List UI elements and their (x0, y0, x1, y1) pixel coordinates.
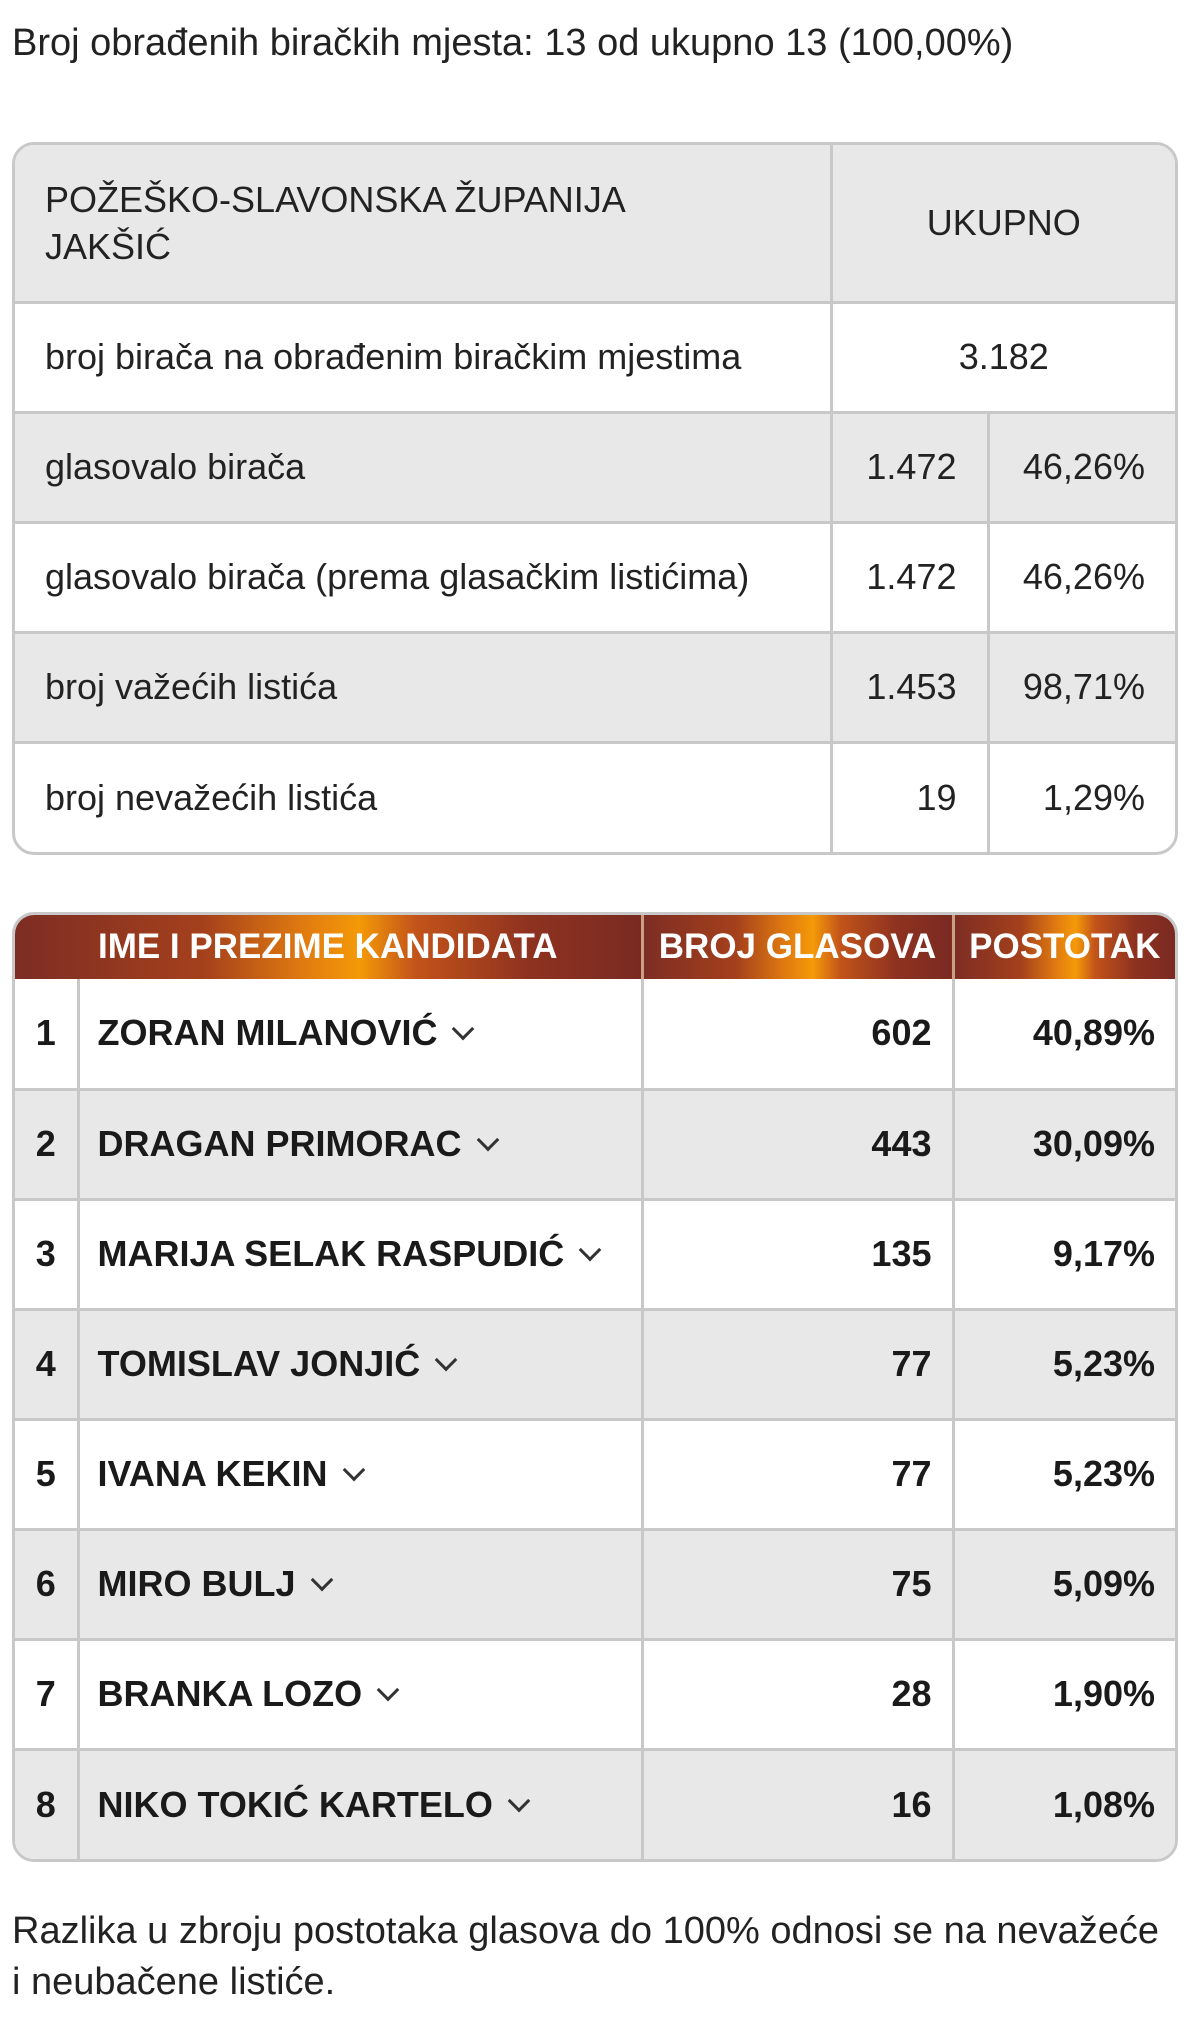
candidate-row[interactable] (15, 979, 1175, 1089)
summary-value: 1.472 (831, 522, 988, 632)
candidate-name-cell[interactable] (78, 1419, 642, 1529)
header-votes: BROJ GLASOVA (642, 915, 953, 979)
summary-value: 19 (831, 742, 988, 852)
candidate-name: ZORAN MILANOVIĆ (97, 1012, 438, 1054)
candidate-name: MIRO BULJ (97, 1563, 296, 1604)
region-name: POŽEŠKO-SLAVONSKA ŽUPANIJA (45, 178, 626, 220)
candidate-votes: 77 (642, 1309, 953, 1419)
footnote: Razlika u zbroju postotaka glasova do 100% odnosi se na nevažeće i neubačene listiće. (12, 1910, 1160, 2003)
candidate-percent: 40,89% (953, 979, 1175, 1089)
processed-polling-stations: Broj obrađenih biračkih mjesta: 13 od ukupno 13 (100,00%) (12, 22, 1014, 64)
chevron-down-icon[interactable] (476, 1129, 499, 1152)
candidate-rank: 6 (15, 1529, 78, 1639)
candidate-name-cell[interactable] (78, 1309, 642, 1419)
candidate-name: NIKO TOKIĆ KARTELO (97, 1783, 493, 1825)
candidate-percent: 1,90% (953, 1639, 1175, 1749)
summary-row-turnout (15, 412, 1175, 522)
candidate-row[interactable] (15, 1529, 1175, 1639)
candidate-percent: 30,09% (953, 1089, 1175, 1199)
candidate-row[interactable] (15, 1749, 1175, 1859)
summary-value: 1.453 (831, 632, 988, 742)
summary-percent: 98,71% (988, 632, 1175, 742)
candidate-votes: 75 (642, 1529, 953, 1639)
summary-label: broj nevažećih listića (15, 742, 831, 852)
candidate-votes: 443 (642, 1089, 953, 1199)
summary-row-voters (15, 302, 1175, 412)
candidate-name: IVANA KEKIN (97, 1453, 328, 1494)
chevron-down-icon[interactable] (377, 1679, 400, 1702)
candidate-name-cell[interactable] (78, 1199, 642, 1309)
candidate-rank: 1 (15, 979, 78, 1089)
summary-header-row (15, 145, 1175, 302)
candidate-name-cell[interactable] (78, 1089, 642, 1199)
candidate-percent: 9,17% (953, 1199, 1175, 1309)
summary-percent: 46,26% (988, 522, 1175, 632)
candidate-row[interactable] (15, 1639, 1175, 1749)
municipality-name: JAKŠIĆ (45, 225, 172, 267)
chevron-down-icon[interactable] (579, 1239, 602, 1262)
summary-percent: 46,26% (988, 412, 1175, 522)
summary-row-invalid-ballots (15, 742, 1175, 852)
candidate-row[interactable] (15, 1199, 1175, 1309)
summary-region-title (15, 145, 831, 302)
candidates-table (12, 912, 1178, 1862)
candidate-rank: 5 (15, 1419, 78, 1529)
summary-row-valid-ballots (15, 632, 1175, 742)
candidate-percent: 5,23% (953, 1309, 1175, 1419)
candidate-name-cell[interactable] (78, 1749, 642, 1859)
candidate-votes: 16 (642, 1749, 953, 1859)
summary-label: broj birača na obrađenim biračkim mjestima (15, 302, 831, 412)
chevron-down-icon[interactable] (452, 1018, 475, 1041)
summary-table (12, 142, 1178, 855)
candidate-name-cell[interactable] (78, 979, 642, 1089)
candidate-percent: 1,08% (953, 1749, 1175, 1859)
candidate-votes: 602 (642, 979, 953, 1089)
candidate-name: DRAGAN PRIMORAC (97, 1123, 462, 1164)
summary-value: 1.472 (831, 412, 988, 522)
chevron-down-icon[interactable] (310, 1569, 333, 1592)
chevron-down-icon[interactable] (342, 1459, 365, 1482)
candidate-votes: 77 (642, 1419, 953, 1529)
candidate-row[interactable] (15, 1419, 1175, 1529)
candidate-name: TOMISLAV JONJIĆ (97, 1343, 421, 1384)
summary-label: glasovalo birača (prema glasačkim listićima) (15, 522, 831, 632)
candidate-rank: 4 (15, 1309, 78, 1419)
candidate-percent: 5,09% (953, 1529, 1175, 1639)
chevron-down-icon[interactable] (508, 1789, 531, 1812)
candidate-name-cell[interactable] (78, 1639, 642, 1749)
candidate-votes: 28 (642, 1639, 953, 1749)
candidate-row[interactable] (15, 1089, 1175, 1199)
chevron-down-icon[interactable] (435, 1349, 458, 1372)
summary-row-turnout-ballots (15, 522, 1175, 632)
candidate-rank: 8 (15, 1749, 78, 1859)
candidate-rank: 2 (15, 1089, 78, 1199)
summary-percent: 1,29% (1042, 776, 1145, 818)
candidate-percent: 5,23% (953, 1419, 1175, 1529)
summary-label: glasovalo birača (15, 412, 831, 522)
candidate-name: MARIJA SELAK RASPUDIĆ (97, 1233, 565, 1274)
candidate-votes: 135 (642, 1199, 953, 1309)
summary-value: 3.182 (831, 302, 1175, 412)
candidates-header-row (15, 915, 1175, 979)
summary-total-header: UKUPNO (831, 145, 1175, 302)
candidate-name-cell[interactable] (78, 1529, 642, 1639)
candidate-rank: 7 (15, 1639, 78, 1749)
candidate-rank: 3 (15, 1199, 78, 1309)
candidate-row[interactable] (15, 1309, 1175, 1419)
summary-label: broj važećih listića (15, 632, 831, 742)
candidate-name: BRANKA LOZO (97, 1673, 363, 1714)
header-percent: POSTOTAK (953, 915, 1175, 979)
header-candidate-name: IME I PREZIME KANDIDATA (15, 915, 642, 979)
